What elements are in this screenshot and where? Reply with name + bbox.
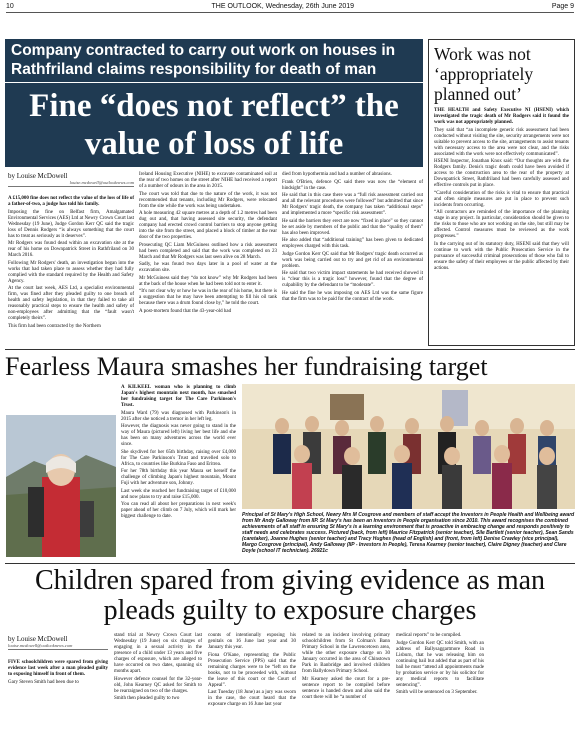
children-para-12: Judge Gordon Kerr QC told Smith, with an address of Ballysaggartmore Road in Lisburn, that he was releasing him on continuing bail but added that as part of his bail he must “attend all appointments made by probation service or by his solicitor for any medical reports to facilitate sentencing”. — [396, 640, 484, 688]
sidebar-box — [428, 39, 575, 346]
page-number-right: Page 9 — [551, 3, 574, 10]
lead-para-11: Sadly, he was found two days later in a pool of water at the excavation site. — [139, 262, 277, 273]
children-para-10: Mr Kearney asked the court for a pre-sentence report to be compiled before sentence is handed down and also said the court there will be “a number of — [302, 676, 390, 700]
children-column-3 — [208, 633, 296, 710]
section-divider-2 — [5, 563, 575, 564]
lead-para-16: Frank O'Brien, defence QC said there was now the “element of hindsight” in the case. — [282, 179, 423, 191]
lead-para-9: A hole measuring 42 square metres at a depth of 1.2 metres had been dug out and, that having assessed site security, the defendant company had erected crowd control barriers to stop anyone getting into the site from the street, and placed a block of timber at the rear door of the two properties. — [139, 211, 277, 240]
children-para-2: Gary Steven Smith had been due to — [8, 679, 79, 685]
lead-para-8: The court was told that due to the nature of the work, it was not recommended that tenants, including Mr Rodgers, were relocated from the site while the work was being undertaken. — [139, 191, 277, 209]
lead-para-18: He said the barriers they erect are now “fixed in place” so they cannot be set aside by members of the public and that the “quality of them” has also been improved. — [282, 218, 423, 236]
children-para-3: stand trial at Newry Crown Court last Wednesday (19 June) on six charges of engaging in a sexual activity in the presence of a child under 13 years and five charges of exposure, which are alleged to have occurred on two dates, spanning six months apart. — [114, 633, 202, 674]
lead-para-15: died from hypothermia and had a number of abrasions. — [282, 172, 392, 177]
lead-para-7: Ireland Housing Executive (NIHE) to excavate contaminated soil at the rear of two homes on the street after NIHE had received a report of a number of odours in the area in 2015. — [139, 172, 277, 189]
lead-para-21: He said that two victim impact statements he had received showed it is “clear this is a tragic loss” however, found that the degree of culpability by the defendant to be “moderate”. — [282, 271, 423, 288]
children-headline: Children spared from giving evidence as man pleads guilty to exposure charges — [34, 565, 546, 626]
children-para-6: counts of intentionally exposing his genitals on 16 June last year and 30 January this year. — [208, 633, 296, 650]
lead-para-4: Following Mr Rodgers' death, an investigation began into the works that had taken place to assess whether they had fully complied with the standard required by the Health and Safety Agency. — [8, 260, 134, 284]
maura-para-6: Last week she reached her fundraising target of £10,000 and now plans to try and raise £15,000. — [121, 488, 236, 500]
children-para-9: related to an incident involving primary schoolchildren from St Colman's Bann Primary School in the Lawrencetown area, while the other exposure charge on 30 January occurred in the area of Chinstown Park in Banbridge and involved children from Ballydown Primary School. — [302, 633, 390, 674]
lead-para-22: He said the fine he was imposing on AES Ltd was the same figure that the firm was to be paid for the contract of the work. — [282, 290, 423, 302]
lead-para-14: A post-mortem found that the 43-year-old had — [139, 308, 232, 314]
children-column-4 — [302, 633, 390, 702]
maura-para-2: Maura Ward (79) was diagnosed with Parkinson's in 2015 after she noticed a tremor in her left leg. — [121, 410, 236, 422]
lead-para-2: Imposing the fine on Belfast firm, Amalgamated Environmental Services (AES) Ltd at Newry Crown Court last Wednesday (19 June), Judge Gordon Kerr QC said the tragic loss of Dennis Rodgers “is always something that the court has to treat as seriously as it deserves”. — [8, 209, 134, 239]
lead-para-19: He also added that “additional training” has been given to dedicated employees charged with this task. — [282, 238, 423, 249]
sidebar-para-3: HSENI Inspector, Jonathan Knox said: “Our thoughts are with the Rodgers family. Denis's tragic death could have been avoided if access to the construction area to the rear of the property at Downpatrick Street, Rathfriland had been carefully assessed and effective controls put in place. — [434, 159, 569, 188]
lead-para-3: Mr Rodgers was found dead within an excavation site at the rear of his home on Downpatrick Street in Rathfriland on 30 March 2016. — [8, 241, 134, 258]
maura-para-5: For her 78th birthday this year Maura set herself the challenge of climbing Japan's highest mountain, Mount Fuji with her adventure son, Johnny. — [121, 469, 236, 486]
sidebar-para-4: “Careful consideration of the risks is vital to ensure that practical and often simple measures are put in place to prevent such incidents from occurring. — [434, 190, 569, 208]
lead-byline: by Louise McDowell — [8, 172, 68, 180]
sidebar-para-5: “All contractors are reminded of the importance of the planning stage in any project. In particular, consideration should be given to the risks to those who are not working on the site, but still may be affected. Control measures must be reviewed as the work progresses.” — [434, 210, 569, 239]
lead-email: louise.mcdowell@outlooknews.com — [8, 180, 134, 187]
maura-para-3: However, the diagnosis was never going to stand in the way of Maura (pictured left) living her best life and she has been on many adventures across the world ever since. — [121, 424, 236, 447]
lead-para-20: Judge Gordon Kerr QC said that Mr Rodgers' tragic death occurred as work was being carried out to try and get rid of an environmental problem. — [282, 251, 423, 269]
lead-byline-block — [8, 172, 134, 189]
lead-column-2 — [139, 172, 277, 316]
lead-story-headline: Fine “does not reflect” the value of loss of life — [5, 83, 423, 167]
sidebar-para-6: In the carrying out of its statutory duty, HSENI said that they will continue to work with the Public Prosecution Service in the pursuance of successful criminal prosecutions of those who fail to ensure the safety of their employees or the public affected by their actions. — [434, 241, 569, 271]
children-column-1 — [8, 660, 108, 687]
sidebar-title: Work was not ‘appropriately planned out’ — [434, 44, 534, 104]
lead-para-12: Mr McGuiness said they “do not know” why Mr Rodgers had been at the back of the house when he had been told not to enter it. — [139, 275, 277, 287]
lead-column-3 — [282, 172, 423, 304]
maura-para-4: She skydived for her 65th birthday, raising over £4,000 for The Care Parkinson's Trust and travelled solo to Africa, to countries like Burkina Faso and Eritrea. — [121, 449, 236, 467]
sidebar-para-2: They said that “an incomplete generic risk assessment had been conducted without visiting the site, security arrangements were not suitable to prevent access to the site, arrangements to assist tenants with necessary access to the area were not clear, and the risks associated with the work were not effectively communicated”. — [434, 127, 569, 157]
maura-para-1: A KILKEEL woman who is planning to climb Japan's highest mountain next month, has smashed her fundraising target for The Care Parkinson's Trust. — [121, 385, 236, 408]
children-para-7: Fiona O'Kane, representing the Public Prosecution Service (PPS) said that the remaining charges were to be “left on the books, not to be proceeded with, without the leave of this court or the Court of Appeal”. — [208, 652, 296, 688]
children-column-2 — [114, 633, 202, 704]
section-divider — [5, 349, 575, 350]
children-para-5: Smith then pleaded guilty to two — [114, 696, 180, 701]
children-byline: by Louise McDowell — [8, 635, 68, 643]
children-para-11: medical reports” to be compiled. — [396, 633, 462, 638]
maura-para-7: You can read all about her preparations in next week's paper ahead of her climb on 7 July, which will mark her biggest challenge to date. — [121, 502, 236, 519]
children-para-4: However defence counsel for the 32-year-old, John Kearney QC asked for Smith to be rearraigned on two of the charges. — [114, 676, 202, 694]
children-para-1: FIVE schoolchildren were spared from giving evidence last week after a man pleaded guilty to exposing himself in front of them. — [8, 660, 108, 677]
lead-para-1: A £15,000 fine does not reflect the value of the loss of life of a father-of-two, a judge has told his family. — [8, 196, 134, 207]
lead-para-17: He said that in this case there was a “full risk assessment carried out and all the relevant procedures were followed” but admitted that since Mr Rodgers' tragic death, the company has taken “additional steps” and implemented a more “specific risk assessment”. — [282, 193, 423, 216]
children-email: louise.mcdowell@outlooknews.com — [8, 643, 108, 650]
lead-para-6: This firm had been contracted by the Northern — [8, 323, 101, 329]
masthead-date: THE OUTLOOK, Wednesday, 26th June 2019 — [211, 3, 355, 10]
school-staff-photo — [242, 384, 575, 509]
page-number-left: 10 — [6, 3, 14, 10]
lead-para-10: Prosecuting QC Liam McGuiness outlined how a risk assessment had been completed and said that the work was completed on 23 March and that Mr Rodgers was last seen alive on 28 March. — [139, 242, 277, 260]
children-column-5 — [396, 633, 484, 698]
page-header — [6, 3, 574, 13]
sidebar-para-1: THE HEALTH and Safety Executive NI (HSENI) which investigated the tragic death of Mr Rodgers said it found the work was not appropriately planned. — [434, 108, 569, 125]
school-photo-caption: Principal of St Mary's High School, Newry Mrs M Cosgrove and members of staff accept the Investors in People Health and Wellbeing award from Mr Andy Galloway from IIP. St Mary's has been an Investors in People organisation since 2010. This award recognises the combined achievements of all staff in ensuring St Mary's is a learning environment that is proactive in embracing change and responds positively to staff needs and celebrates success. Pictured (back, from left) Maurice Fitzpatrick (senior teacher), Sile Bartlett (senior teacher), Sean Sands (caretaker), Joanne Hughes (senior teacher) and Tracy Hughes (head of English) and (front, from left) Denise Crawley (vice principal), Margo Cosgrove (principal), Andy Galloway (IIP - Investors in People), Teresa Kearney (senior teacher), Claire Digney (teacher) and Clare Doyle (school IT technician). 26921c — [242, 512, 575, 554]
children-para-13: Smith will be sentenced on 3 September. — [396, 690, 478, 695]
lead-para-5: At the court last week, AES Ltd, a specialist environmental firm, was fined after they pleaded guilty to one breach of health and safety legislation, in that they failed to take all reasonably practical steps to ensure the health and safety of non-employees after admitting that the “fault wasn't completely theirs”. — [8, 286, 134, 321]
maura-column — [121, 385, 236, 522]
children-byline-block — [8, 635, 108, 652]
maura-photo — [6, 415, 116, 557]
lead-para-13: “It's not clear why or how he was in the rear of his home, but there is a suggestion that he may have been attempting to fill his oil tank because there was a drum found close by,” he told the court. — [139, 289, 277, 306]
lead-column-1 — [8, 196, 134, 331]
children-para-8: Last Tuesday (18 June) as a jury was sworn in the case, the court heard that the exposure charge on 16 June last year — [208, 690, 296, 707]
lead-story-banner: Company contracted to carry out work on houses in Rathfriland claims responsibility for death of man — [5, 39, 423, 82]
maura-headline: Fearless Maura smashes her fundraising target — [5, 352, 488, 381]
